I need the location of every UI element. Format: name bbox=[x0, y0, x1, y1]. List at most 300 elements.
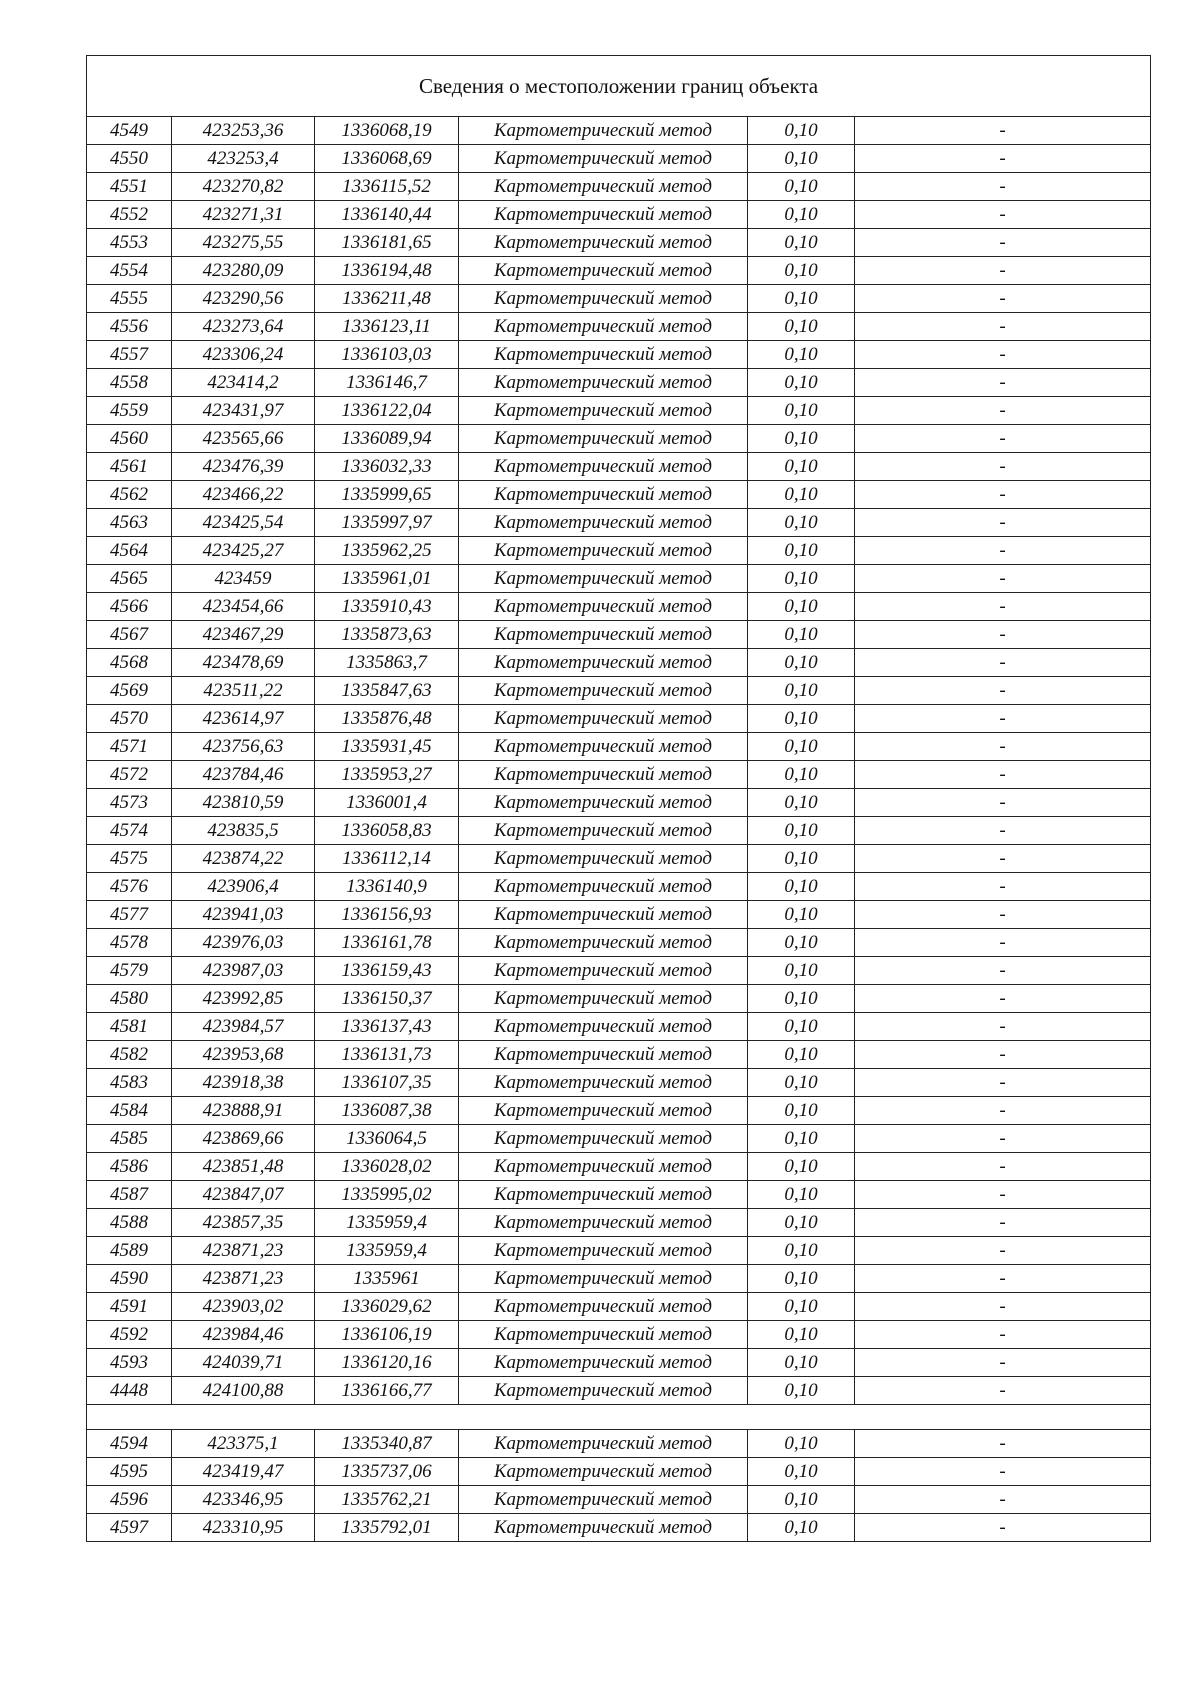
accuracy-cell: 0,10 bbox=[748, 789, 855, 817]
method-cell: Картометрический метод bbox=[459, 1514, 748, 1542]
description-cell: - bbox=[855, 705, 1151, 733]
accuracy-cell: 0,10 bbox=[748, 957, 855, 985]
method-cell: Картометрический метод bbox=[459, 1430, 748, 1458]
table-row bbox=[87, 929, 1151, 957]
x-coordinate-cell: 423888,91 bbox=[172, 1097, 315, 1125]
y-coordinate-cell: 1336089,94 bbox=[315, 425, 459, 453]
method-cell: Картометрический метод bbox=[459, 901, 748, 929]
point-number-cell: 4575 bbox=[87, 845, 172, 873]
point-number-cell: 4582 bbox=[87, 1041, 172, 1069]
table-row bbox=[87, 1377, 1151, 1405]
y-coordinate-cell: 1336123,11 bbox=[315, 313, 459, 341]
table-row bbox=[87, 285, 1151, 313]
point-number-cell: 4558 bbox=[87, 369, 172, 397]
y-coordinate-cell: 1336001,4 bbox=[315, 789, 459, 817]
point-number-cell: 4566 bbox=[87, 593, 172, 621]
method-cell: Картометрический метод bbox=[459, 117, 748, 145]
description-cell: - bbox=[855, 1125, 1151, 1153]
x-coordinate-cell: 423511,22 bbox=[172, 677, 315, 705]
x-coordinate-cell: 424100,88 bbox=[172, 1377, 315, 1405]
description-cell: - bbox=[855, 817, 1151, 845]
method-cell: Картометрический метод bbox=[459, 257, 748, 285]
description-cell: - bbox=[855, 1377, 1151, 1405]
y-coordinate-cell: 1336103,03 bbox=[315, 341, 459, 369]
table-row bbox=[87, 1041, 1151, 1069]
method-cell: Картометрический метод bbox=[459, 929, 748, 957]
accuracy-cell: 0,10 bbox=[748, 453, 855, 481]
y-coordinate-cell: 1336150,37 bbox=[315, 985, 459, 1013]
x-coordinate-cell: 423414,2 bbox=[172, 369, 315, 397]
table-row bbox=[87, 789, 1151, 817]
point-number-cell: 4556 bbox=[87, 313, 172, 341]
point-number-cell: 4567 bbox=[87, 621, 172, 649]
x-coordinate-cell: 423784,46 bbox=[172, 761, 315, 789]
point-number-cell: 4586 bbox=[87, 1153, 172, 1181]
method-cell: Картометрический метод bbox=[459, 173, 748, 201]
method-cell: Картометрический метод bbox=[459, 341, 748, 369]
point-number-cell: 4560 bbox=[87, 425, 172, 453]
table-row bbox=[87, 229, 1151, 257]
x-coordinate-cell: 423306,24 bbox=[172, 341, 315, 369]
table-row bbox=[87, 1125, 1151, 1153]
description-cell: - bbox=[855, 1349, 1151, 1377]
accuracy-cell: 0,10 bbox=[748, 257, 855, 285]
table-row bbox=[87, 313, 1151, 341]
description-cell: - bbox=[855, 1181, 1151, 1209]
y-coordinate-cell: 1336120,16 bbox=[315, 1349, 459, 1377]
table-row bbox=[87, 425, 1151, 453]
x-coordinate-cell: 423614,97 bbox=[172, 705, 315, 733]
accuracy-cell: 0,10 bbox=[748, 705, 855, 733]
x-coordinate-cell: 423941,03 bbox=[172, 901, 315, 929]
y-coordinate-cell: 1336140,9 bbox=[315, 873, 459, 901]
x-coordinate-cell: 423271,31 bbox=[172, 201, 315, 229]
accuracy-cell: 0,10 bbox=[748, 649, 855, 677]
accuracy-cell: 0,10 bbox=[748, 929, 855, 957]
description-cell: - bbox=[855, 257, 1151, 285]
description-cell: - bbox=[855, 509, 1151, 537]
method-cell: Картометрический метод bbox=[459, 817, 748, 845]
description-cell: - bbox=[855, 229, 1151, 257]
method-cell: Картометрический метод bbox=[459, 873, 748, 901]
x-coordinate-cell: 423275,55 bbox=[172, 229, 315, 257]
table-row bbox=[87, 1265, 1151, 1293]
table-row bbox=[87, 1321, 1151, 1349]
table-row bbox=[87, 1458, 1151, 1486]
method-cell: Картометрический метод bbox=[459, 145, 748, 173]
x-coordinate-cell: 423851,48 bbox=[172, 1153, 315, 1181]
accuracy-cell: 0,10 bbox=[748, 509, 855, 537]
method-cell: Картометрический метод bbox=[459, 1153, 748, 1181]
y-coordinate-cell: 1336137,43 bbox=[315, 1013, 459, 1041]
y-coordinate-cell: 1335762,21 bbox=[315, 1486, 459, 1514]
x-coordinate-cell: 423874,22 bbox=[172, 845, 315, 873]
table-row bbox=[87, 761, 1151, 789]
point-number-cell: 4569 bbox=[87, 677, 172, 705]
x-coordinate-cell: 423346,95 bbox=[172, 1486, 315, 1514]
point-number-cell: 4561 bbox=[87, 453, 172, 481]
y-coordinate-cell: 1336068,69 bbox=[315, 145, 459, 173]
x-coordinate-cell: 423290,56 bbox=[172, 285, 315, 313]
y-coordinate-cell: 1336194,48 bbox=[315, 257, 459, 285]
point-number-cell: 4553 bbox=[87, 229, 172, 257]
accuracy-cell: 0,10 bbox=[748, 733, 855, 761]
x-coordinate-cell: 423835,5 bbox=[172, 817, 315, 845]
x-coordinate-cell: 423984,57 bbox=[172, 1013, 315, 1041]
accuracy-cell: 0,10 bbox=[748, 1153, 855, 1181]
y-coordinate-cell: 1336156,93 bbox=[315, 901, 459, 929]
point-number-cell: 4584 bbox=[87, 1097, 172, 1125]
description-cell: - bbox=[855, 649, 1151, 677]
table-row bbox=[87, 1514, 1151, 1542]
point-number-cell: 4581 bbox=[87, 1013, 172, 1041]
y-coordinate-cell: 1335792,01 bbox=[315, 1514, 459, 1542]
table-row bbox=[87, 1430, 1151, 1458]
description-cell: - bbox=[855, 1153, 1151, 1181]
accuracy-cell: 0,10 bbox=[748, 1125, 855, 1153]
y-coordinate-cell: 1335959,4 bbox=[315, 1237, 459, 1265]
y-coordinate-cell: 1335863,7 bbox=[315, 649, 459, 677]
point-number-cell: 4551 bbox=[87, 173, 172, 201]
description-cell: - bbox=[855, 1041, 1151, 1069]
x-coordinate-cell: 423431,97 bbox=[172, 397, 315, 425]
x-coordinate-cell: 423976,03 bbox=[172, 929, 315, 957]
description-cell: - bbox=[855, 901, 1151, 929]
accuracy-cell: 0,10 bbox=[748, 621, 855, 649]
y-coordinate-cell: 1335995,02 bbox=[315, 1181, 459, 1209]
table-row bbox=[87, 845, 1151, 873]
description-cell: - bbox=[855, 789, 1151, 817]
method-cell: Картометрический метод bbox=[459, 1458, 748, 1486]
table-row bbox=[87, 481, 1151, 509]
point-number-cell: 4583 bbox=[87, 1069, 172, 1097]
point-number-cell: 4448 bbox=[87, 1377, 172, 1405]
accuracy-cell: 0,10 bbox=[748, 117, 855, 145]
table-row bbox=[87, 1349, 1151, 1377]
description-cell: - bbox=[855, 313, 1151, 341]
method-cell: Картометрический метод bbox=[459, 201, 748, 229]
method-cell: Картометрический метод bbox=[459, 369, 748, 397]
accuracy-cell: 0,10 bbox=[748, 873, 855, 901]
description-cell: - bbox=[855, 117, 1151, 145]
table-row bbox=[87, 201, 1151, 229]
x-coordinate-cell: 423565,66 bbox=[172, 425, 315, 453]
description-cell: - bbox=[855, 425, 1151, 453]
x-coordinate-cell: 423953,68 bbox=[172, 1041, 315, 1069]
y-coordinate-cell: 1335873,63 bbox=[315, 621, 459, 649]
y-coordinate-cell: 1335737,06 bbox=[315, 1458, 459, 1486]
x-coordinate-cell: 423419,47 bbox=[172, 1458, 315, 1486]
point-number-cell: 4555 bbox=[87, 285, 172, 313]
x-coordinate-cell: 423478,69 bbox=[172, 649, 315, 677]
x-coordinate-cell: 423869,66 bbox=[172, 1125, 315, 1153]
point-number-cell: 4585 bbox=[87, 1125, 172, 1153]
table-row bbox=[87, 257, 1151, 285]
y-coordinate-cell: 1335953,27 bbox=[315, 761, 459, 789]
accuracy-cell: 0,10 bbox=[748, 1097, 855, 1125]
table-row bbox=[87, 817, 1151, 845]
description-cell: - bbox=[855, 1486, 1151, 1514]
description-cell: - bbox=[855, 1265, 1151, 1293]
accuracy-cell: 0,10 bbox=[748, 761, 855, 789]
table-row bbox=[87, 733, 1151, 761]
accuracy-cell: 0,10 bbox=[748, 1321, 855, 1349]
description-cell: - bbox=[855, 761, 1151, 789]
description-cell: - bbox=[855, 565, 1151, 593]
x-coordinate-cell: 423903,02 bbox=[172, 1293, 315, 1321]
method-cell: Картометрический метод bbox=[459, 677, 748, 705]
x-coordinate-cell: 423280,09 bbox=[172, 257, 315, 285]
point-number-cell: 4571 bbox=[87, 733, 172, 761]
method-cell: Картометрический метод bbox=[459, 537, 748, 565]
method-cell: Картометрический метод bbox=[459, 1265, 748, 1293]
accuracy-cell: 0,10 bbox=[748, 1181, 855, 1209]
table-row bbox=[87, 1097, 1151, 1125]
description-cell: - bbox=[855, 537, 1151, 565]
method-cell: Картометрический метод bbox=[459, 593, 748, 621]
point-number-cell: 4557 bbox=[87, 341, 172, 369]
y-coordinate-cell: 1335999,65 bbox=[315, 481, 459, 509]
y-coordinate-cell: 1336159,43 bbox=[315, 957, 459, 985]
point-number-cell: 4554 bbox=[87, 257, 172, 285]
method-cell: Картометрический метод bbox=[459, 1069, 748, 1097]
point-number-cell: 4564 bbox=[87, 537, 172, 565]
table-row bbox=[87, 1209, 1151, 1237]
point-number-cell: 4559 bbox=[87, 397, 172, 425]
y-coordinate-cell: 1336058,83 bbox=[315, 817, 459, 845]
accuracy-cell: 0,10 bbox=[748, 481, 855, 509]
y-coordinate-cell: 1336107,35 bbox=[315, 1069, 459, 1097]
y-coordinate-cell: 1336029,62 bbox=[315, 1293, 459, 1321]
accuracy-cell: 0,10 bbox=[748, 201, 855, 229]
description-cell: - bbox=[855, 1209, 1151, 1237]
point-number-cell: 4568 bbox=[87, 649, 172, 677]
x-coordinate-cell: 423466,22 bbox=[172, 481, 315, 509]
point-number-cell: 4578 bbox=[87, 929, 172, 957]
table-row bbox=[87, 341, 1151, 369]
x-coordinate-cell: 423918,38 bbox=[172, 1069, 315, 1097]
x-coordinate-cell: 423810,59 bbox=[172, 789, 315, 817]
accuracy-cell: 0,10 bbox=[748, 901, 855, 929]
y-coordinate-cell: 1335340,87 bbox=[315, 1430, 459, 1458]
method-cell: Картометрический метод bbox=[459, 565, 748, 593]
y-coordinate-cell: 1335910,43 bbox=[315, 593, 459, 621]
method-cell: Картометрический метод bbox=[459, 313, 748, 341]
x-coordinate-cell: 423310,95 bbox=[172, 1514, 315, 1542]
y-coordinate-cell: 1335997,97 bbox=[315, 509, 459, 537]
description-cell: - bbox=[855, 1430, 1151, 1458]
group-separator-cell bbox=[87, 1405, 1151, 1430]
description-cell: - bbox=[855, 1293, 1151, 1321]
description-cell: - bbox=[855, 1069, 1151, 1097]
x-coordinate-cell: 423425,54 bbox=[172, 509, 315, 537]
accuracy-cell: 0,10 bbox=[748, 397, 855, 425]
boundary-points-table bbox=[86, 55, 1151, 1542]
accuracy-cell: 0,10 bbox=[748, 1293, 855, 1321]
table-row bbox=[87, 1069, 1151, 1097]
y-coordinate-cell: 1336146,7 bbox=[315, 369, 459, 397]
y-coordinate-cell: 1336140,44 bbox=[315, 201, 459, 229]
y-coordinate-cell: 1335961,01 bbox=[315, 565, 459, 593]
accuracy-cell: 0,10 bbox=[748, 1430, 855, 1458]
description-cell: - bbox=[855, 1321, 1151, 1349]
description-cell: - bbox=[855, 481, 1151, 509]
description-cell: - bbox=[855, 285, 1151, 313]
description-cell: - bbox=[855, 145, 1151, 173]
table-row bbox=[87, 1486, 1151, 1514]
table-row bbox=[87, 537, 1151, 565]
x-coordinate-cell: 423459 bbox=[172, 565, 315, 593]
accuracy-cell: 0,10 bbox=[748, 537, 855, 565]
method-cell: Картометрический метод bbox=[459, 453, 748, 481]
accuracy-cell: 0,10 bbox=[748, 1458, 855, 1486]
table-row bbox=[87, 705, 1151, 733]
x-coordinate-cell: 423253,4 bbox=[172, 145, 315, 173]
accuracy-cell: 0,10 bbox=[748, 285, 855, 313]
table-row bbox=[87, 453, 1151, 481]
method-cell: Картометрический метод bbox=[459, 1181, 748, 1209]
point-number-cell: 4595 bbox=[87, 1458, 172, 1486]
x-coordinate-cell: 423871,23 bbox=[172, 1265, 315, 1293]
accuracy-cell: 0,10 bbox=[748, 1377, 855, 1405]
point-number-cell: 4592 bbox=[87, 1321, 172, 1349]
y-coordinate-cell: 1336181,65 bbox=[315, 229, 459, 257]
description-cell: - bbox=[855, 733, 1151, 761]
accuracy-cell: 0,10 bbox=[748, 1265, 855, 1293]
point-number-cell: 4570 bbox=[87, 705, 172, 733]
method-cell: Картометрический метод bbox=[459, 649, 748, 677]
accuracy-cell: 0,10 bbox=[748, 1069, 855, 1097]
method-cell: Картометрический метод bbox=[459, 229, 748, 257]
method-cell: Картометрический метод bbox=[459, 705, 748, 733]
group-separator-row bbox=[87, 1405, 1151, 1430]
description-cell: - bbox=[855, 1514, 1151, 1542]
x-coordinate-cell: 423253,36 bbox=[172, 117, 315, 145]
y-coordinate-cell: 1336122,04 bbox=[315, 397, 459, 425]
point-number-cell: 4589 bbox=[87, 1237, 172, 1265]
x-coordinate-cell: 423756,63 bbox=[172, 733, 315, 761]
y-coordinate-cell: 1336112,14 bbox=[315, 845, 459, 873]
description-cell: - bbox=[855, 873, 1151, 901]
table-row bbox=[87, 509, 1151, 537]
method-cell: Картометрический метод bbox=[459, 425, 748, 453]
point-number-cell: 4580 bbox=[87, 985, 172, 1013]
x-coordinate-cell: 423987,03 bbox=[172, 957, 315, 985]
table-row bbox=[87, 901, 1151, 929]
x-coordinate-cell: 423454,66 bbox=[172, 593, 315, 621]
y-coordinate-cell: 1336115,52 bbox=[315, 173, 459, 201]
table-row bbox=[87, 1293, 1151, 1321]
y-coordinate-cell: 1336087,38 bbox=[315, 1097, 459, 1125]
method-cell: Картометрический метод bbox=[459, 285, 748, 313]
point-number-cell: 4549 bbox=[87, 117, 172, 145]
point-number-cell: 4593 bbox=[87, 1349, 172, 1377]
method-cell: Картометрический метод bbox=[459, 397, 748, 425]
accuracy-cell: 0,10 bbox=[748, 677, 855, 705]
y-coordinate-cell: 1335961 bbox=[315, 1265, 459, 1293]
table-title: Сведения о местоположении границ объекта bbox=[87, 56, 1151, 117]
method-cell: Картометрический метод bbox=[459, 1041, 748, 1069]
y-coordinate-cell: 1336068,19 bbox=[315, 117, 459, 145]
table-row bbox=[87, 593, 1151, 621]
y-coordinate-cell: 1336131,73 bbox=[315, 1041, 459, 1069]
y-coordinate-cell: 1336032,33 bbox=[315, 453, 459, 481]
description-cell: - bbox=[855, 985, 1151, 1013]
accuracy-cell: 0,10 bbox=[748, 845, 855, 873]
accuracy-cell: 0,10 bbox=[748, 1349, 855, 1377]
accuracy-cell: 0,10 bbox=[748, 593, 855, 621]
x-coordinate-cell: 423857,35 bbox=[172, 1209, 315, 1237]
table-row bbox=[87, 985, 1151, 1013]
accuracy-cell: 0,10 bbox=[748, 229, 855, 257]
description-cell: - bbox=[855, 1013, 1151, 1041]
x-coordinate-cell: 423270,82 bbox=[172, 173, 315, 201]
x-coordinate-cell: 424039,71 bbox=[172, 1349, 315, 1377]
accuracy-cell: 0,10 bbox=[748, 313, 855, 341]
point-number-cell: 4588 bbox=[87, 1209, 172, 1237]
x-coordinate-cell: 423467,29 bbox=[172, 621, 315, 649]
table-row bbox=[87, 117, 1151, 145]
table-row bbox=[87, 957, 1151, 985]
method-cell: Картометрический метод bbox=[459, 481, 748, 509]
method-cell: Картометрический метод bbox=[459, 1321, 748, 1349]
point-number-cell: 4572 bbox=[87, 761, 172, 789]
table-row bbox=[87, 173, 1151, 201]
accuracy-cell: 0,10 bbox=[748, 985, 855, 1013]
table-body bbox=[87, 56, 1151, 1542]
point-number-cell: 4596 bbox=[87, 1486, 172, 1514]
method-cell: Картометрический метод bbox=[459, 957, 748, 985]
point-number-cell: 4573 bbox=[87, 789, 172, 817]
table-row bbox=[87, 649, 1151, 677]
point-number-cell: 4562 bbox=[87, 481, 172, 509]
description-cell: - bbox=[855, 1458, 1151, 1486]
method-cell: Картометрический метод bbox=[459, 789, 748, 817]
description-cell: - bbox=[855, 845, 1151, 873]
method-cell: Картометрический метод bbox=[459, 1349, 748, 1377]
table-row bbox=[87, 1237, 1151, 1265]
table-row bbox=[87, 369, 1151, 397]
point-number-cell: 4579 bbox=[87, 957, 172, 985]
accuracy-cell: 0,10 bbox=[748, 145, 855, 173]
point-number-cell: 4591 bbox=[87, 1293, 172, 1321]
method-cell: Картометрический метод bbox=[459, 1293, 748, 1321]
description-cell: - bbox=[855, 1237, 1151, 1265]
method-cell: Картометрический метод bbox=[459, 845, 748, 873]
y-coordinate-cell: 1335847,63 bbox=[315, 677, 459, 705]
y-coordinate-cell: 1335959,4 bbox=[315, 1209, 459, 1237]
accuracy-cell: 0,10 bbox=[748, 1041, 855, 1069]
x-coordinate-cell: 423847,07 bbox=[172, 1181, 315, 1209]
point-number-cell: 4590 bbox=[87, 1265, 172, 1293]
description-cell: - bbox=[855, 929, 1151, 957]
method-cell: Картометрический метод bbox=[459, 761, 748, 789]
table-row bbox=[87, 621, 1151, 649]
description-cell: - bbox=[855, 341, 1151, 369]
method-cell: Картометрический метод bbox=[459, 509, 748, 537]
accuracy-cell: 0,10 bbox=[748, 565, 855, 593]
method-cell: Картометрический метод bbox=[459, 621, 748, 649]
method-cell: Картометрический метод bbox=[459, 1237, 748, 1265]
description-cell: - bbox=[855, 173, 1151, 201]
y-coordinate-cell: 1336161,78 bbox=[315, 929, 459, 957]
description-cell: - bbox=[855, 201, 1151, 229]
table-row bbox=[87, 1181, 1151, 1209]
x-coordinate-cell: 423476,39 bbox=[172, 453, 315, 481]
accuracy-cell: 0,10 bbox=[748, 1209, 855, 1237]
y-coordinate-cell: 1335962,25 bbox=[315, 537, 459, 565]
table-row bbox=[87, 873, 1151, 901]
